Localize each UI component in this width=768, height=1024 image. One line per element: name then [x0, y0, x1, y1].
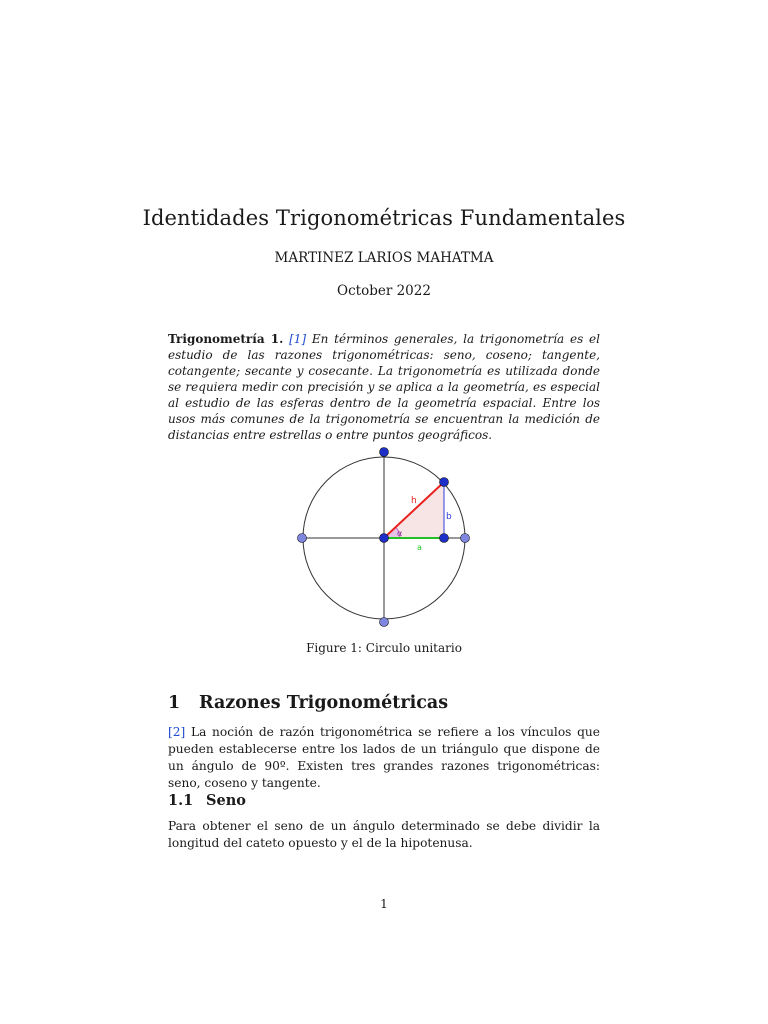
- point-right: [461, 534, 470, 543]
- point-left: [298, 534, 307, 543]
- unit-circle-figure: [292, 446, 476, 630]
- subsection-title-text: Seno: [206, 792, 246, 809]
- section-number: 1: [168, 693, 181, 713]
- publication-date: October 2022: [337, 283, 431, 299]
- point-top: [380, 448, 389, 457]
- point-on-circle: [440, 478, 449, 487]
- section-title-text: Razones Trigonométricas: [199, 693, 449, 713]
- point-foot: [440, 534, 449, 543]
- point-bottom: [380, 618, 389, 627]
- paper-title: Identidades Trigonométricas Fundamentales: [142, 206, 626, 230]
- subsection-heading: [168, 792, 246, 809]
- definition-block: [168, 331, 600, 443]
- subsection-number: 1.1: [168, 792, 194, 809]
- label-h: h: [411, 496, 417, 506]
- citation-link-1[interactable]: [1]: [289, 332, 307, 346]
- point-origin: [380, 534, 389, 543]
- subsection-paragraph: Para obtener el seno de un ángulo determinado se debe dividir la longitud del cateto opuesto y el de la hipotenusa.: [168, 819, 600, 850]
- author-name: MARTINEZ LARIOS MAHATMA: [274, 250, 494, 266]
- label-alpha: α: [397, 529, 403, 538]
- label-a: a: [417, 543, 422, 552]
- definition-text: En términos generales, la trigonometría es el estudio de las razones trigonométricas: seno, coseno; tangente, cotangente; secante y cosecante. La trigonometría es utilizada donde se requiera medir con precisión y se aplica a la geometría, es especial al estudio de las esferas dentro de la geometría espacial. Entre los usos más comunes de la trigonometría se encuentran la medición de distancias entre estrellas o entre puntos geográficos.: [168, 332, 600, 442]
- page-number: 1: [380, 897, 388, 911]
- section-heading: [168, 693, 448, 713]
- label-b: b: [446, 512, 452, 522]
- citation-link-2[interactable]: [2]: [168, 725, 186, 739]
- section-paragraph-text: La noción de razón trigonométrica se refiere a los vínculos que pueden establecerse entre los lados de un triángulo que dispone de un ángulo de 90º. Existen tres grandes razones trigonométricas: seno, coseno y tangente.: [168, 725, 600, 790]
- figure-caption: Figure 1: Circulo unitario: [306, 641, 462, 655]
- section-paragraph: [168, 724, 600, 792]
- definition-term: Trigonometría 1.: [168, 332, 284, 346]
